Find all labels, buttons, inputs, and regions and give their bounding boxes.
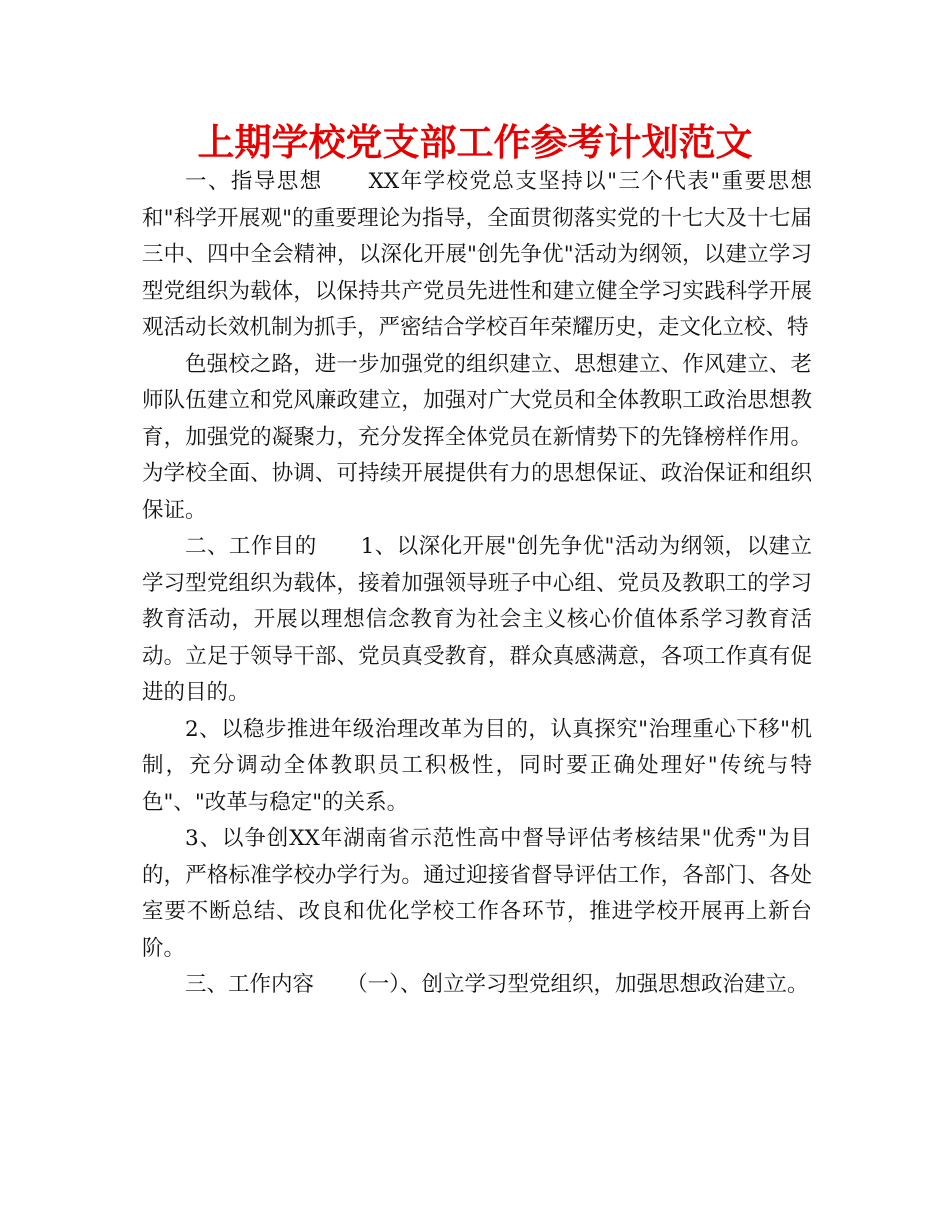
document-title: 上期学校党支部工作参考计划范文 bbox=[197, 121, 753, 164]
paragraph-work-goals-2: 2、以稳步推进年级治理改革为目的，认真探究"治理重心下移"机制，充分调动全体教职员工积极性，同时要正确处理好"传统与特色"、"改革与稳定"的关系。 bbox=[142, 716, 812, 815]
paragraph-guiding-ideology-continued: 色强校之路，进一步加强党的组织建立、思想建立、作风建立、老师队伍建立和党风廉政建立，加强对广大党员和全体教职工政治思想教育，加强党的凝聚力，充分发挥全体党员在新情势下的先锋榜样作用。为学校全面、协调、可持续开展提供有力的思想保证、政治保证和组织保证。 bbox=[142, 351, 812, 523]
paragraph-work-goals-3: 3、以争创XX年湖南省示范性高中督导评估考核结果"优秀"为目的，严格标准学校办学行为。通过迎接省督导评估工作，各部门、各处室要不断总结、改良和优化学校工作各环节，推进学校开展再上新台阶。 bbox=[142, 826, 812, 961]
document-body bbox=[142, 164, 812, 1004]
paragraph-work-content: 三、工作内容 （一）、创立学习型党组织，加强思想政治建立。 bbox=[185, 972, 809, 997]
paragraph-guiding-ideology: 一、指导思想 XX年学校党总支坚持以"三个代表"重要思想和"科学开展观"的重要理论为指导，全面贯彻落实党的十七大及十七届三中、四中全会精神，以深化开展"创先争优"活动为纲领，以建立学习型党组织为载体，以保持共产党员先进性和建立健全学习实践科学开展观活动长效机制为抓手，严密结合学校百年荣耀历史，走文化立校、特 bbox=[142, 169, 812, 340]
paragraph-work-goals-1: 二、工作目的 1、以深化开展"创先争优"活动为纲领，以建立学习型党组织为载体，接着加强领导班子中心组、党员及教职工的学习教育活动，开展以理想信念教育为社会主义核心价值体系学习教育活动。立足于领导干部、党员真受教育，群众真感满意，各项工作真有促进的目的。 bbox=[142, 534, 812, 705]
